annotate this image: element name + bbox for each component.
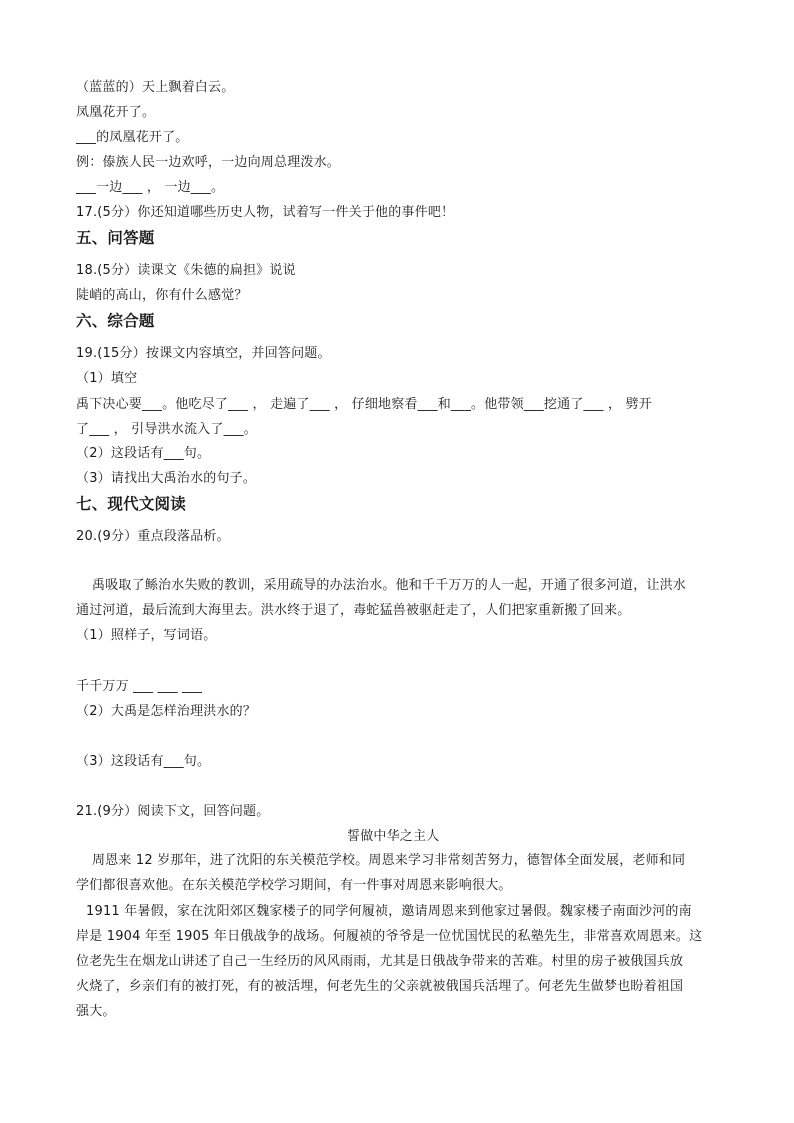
text-line: （3）这段话有___句。 [76, 754, 211, 769]
text-line: ___一边___ ， 一边___。 [76, 180, 225, 195]
text-line: （蓝蓝的）天上飘着白云。 [76, 80, 235, 95]
text-line: （1）填空 [76, 371, 138, 386]
question-21: 21.(9分）阅读下文，回答问题。 [76, 804, 270, 819]
text-line: （3）请找出大禹治水的句子。 [76, 471, 257, 486]
paragraph-line: 通过河道，最后流到大海里去。洪水终于退了，毒蛇猛兽被驱赶走了，人们把家重新搬了回来。 [76, 603, 631, 618]
text-line: （2）这段话有___句。 [76, 446, 211, 461]
paragraph-line: 位老先生在烟龙山讲述了自己一生经历的风风雨雨，尤其是日俄战争带来的苦难。村里的房子被俄国兵放 [76, 954, 684, 969]
question-19: 19.(15分）按课文内容填空，并回答问题。 [76, 346, 331, 361]
text-line: ___的凤凰花开了。 [76, 130, 189, 145]
text-line: 陡峭的高山，你有什么感觉？ [76, 288, 248, 303]
paragraph-line: 1911 年暑假，家在沈阳郊区魏家楼子的同学何履祯，邀请周恩来到他家过暑假。魏家楼子南面沙河的南 [86, 904, 692, 919]
question-17: 17.(5分）你还知道哪些历史人物，试着写一件关于他的事件吧！ [76, 205, 455, 220]
question-20: 20.(9分）重点段落品析。 [76, 529, 230, 544]
paragraph-line: 周恩来 12 岁那年，进了沈阳的东关模范学校。周恩来学习非常刻苦努力，德智体全面发展，老师和同 [92, 853, 686, 868]
text-line: 例：傣族人民一边欢呼，一边向周总理泼水。 [76, 155, 341, 170]
words-line: 千千万万 ___ ___ ___ [76, 679, 203, 694]
article-title: 誓做中华之主人 [347, 829, 440, 844]
section-heading-6: 六、综合题 [76, 312, 155, 330]
paragraph-line: 强大。 [76, 1004, 116, 1019]
section-heading-7: 七、现代文阅读 [76, 495, 186, 513]
text-line: 凤凰花开了。 [76, 105, 156, 120]
section-heading-5: 五、问答题 [76, 229, 155, 247]
paragraph-line: 禹吸取了鲧治水失败的教训，采用疏导的办法治水。他和千千万万的人一起，开通了很多河道，让洪水 [92, 578, 687, 593]
fill-blank-line: 了___ ， 引导洪水流入了___。 [76, 422, 257, 437]
text-line: （2）大禹是怎样治理洪水的？ [76, 704, 257, 719]
text-line: （1）照样子，写词语。 [76, 628, 217, 643]
paragraph-line: 学们都很喜欢他。在东关模范学校学习期间，有一件事对周恩来影响很大。 [76, 878, 512, 893]
paragraph-line: 岸是 1904 年至 1905 年日俄战争的战场。何履祯的爷爷是一位忧国忧民的私塾先生，非常喜欢周恩来。这 [76, 929, 703, 944]
fill-blank-line: 禹下决心要___。他吃尽了___ ， 走遍了___ ， 仔细地察看___和___。他带领___挖通了___ ， 劈开 [76, 397, 652, 412]
question-18: 18.(5分）读课文《朱德的扁担》说说 [76, 263, 296, 278]
paragraph-line: 火烧了，乡亲们有的被打死，有的被活埋，何老先生的父亲就被俄国兵活埋了。何老先生做梦也盼着祖国 [76, 979, 684, 994]
